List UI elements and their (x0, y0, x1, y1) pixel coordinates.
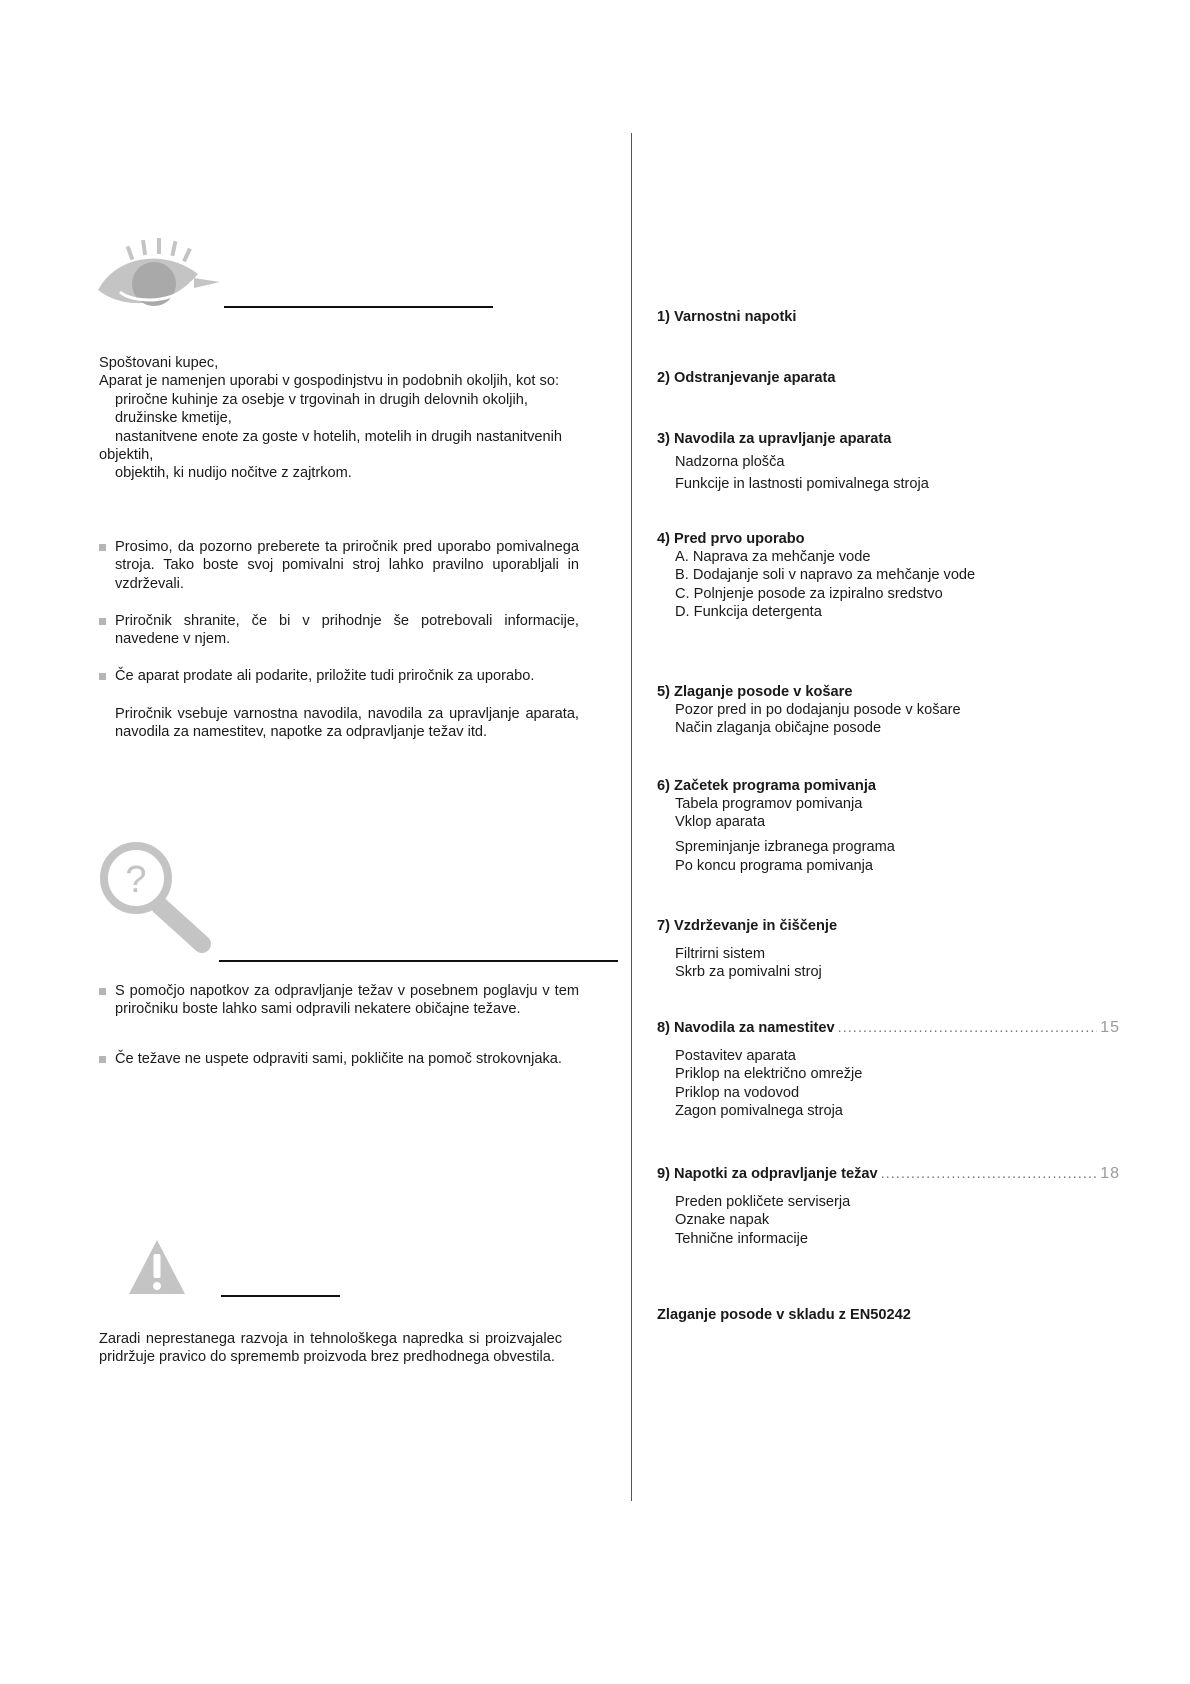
toc-section-7[interactable]: 7) Vzdrževanje in čiščenje (657, 918, 838, 934)
toc-subitem[interactable]: Priklop na električno omrežje (675, 1066, 863, 1082)
intro-contents-note: Priročnik vsebuje varnostna navodila, navodila za upravljanje aparata, navodila za namestitev, napotke za odpravljanje težav itd. (115, 706, 579, 741)
bullet-square-icon (99, 544, 106, 551)
toc-subitem[interactable]: Spreminjanje izbranega programa (675, 839, 895, 855)
svg-text:?: ? (125, 859, 147, 901)
toc-subitem[interactable]: Vklop aparata (675, 814, 766, 830)
bullet-square-icon (99, 673, 106, 680)
intro-bullet: Če aparat prodate ali podarite, priložite tudi priročnik za uporabo. (99, 667, 579, 685)
help-section-rule (219, 960, 618, 962)
toc-page-number: 18 (1100, 1165, 1120, 1182)
toc-subitem[interactable]: Pozor pred in po dodajanju posode v košare (675, 702, 961, 718)
toc-subitem[interactable]: Tabela programov pomivanja (675, 796, 863, 812)
toc-subitem[interactable]: Po koncu programa pomivanja (675, 858, 873, 874)
toc-leader-dots (881, 1165, 1098, 1183)
toc-section-4[interactable]: 4) Pred prvo uporabo (657, 531, 805, 547)
toc-section-en50242[interactable]: Zlaganje posode v skladu z EN50242 (657, 1307, 911, 1323)
toc-subitem[interactable]: Tehnične informacije (675, 1231, 809, 1247)
intro-usage: Aparat je namenjen uporabi v gospodinjstvu in podobnih okoljih, kot so: (99, 373, 560, 390)
bullet-square-icon (99, 618, 106, 625)
eye-icon (94, 232, 224, 319)
intro-bullet: Priročnik shranite, če bi v prihodnje še potrebovali informacije, navedene v njem. (99, 612, 579, 649)
eye-section-rule (224, 306, 493, 308)
toc-section-9[interactable] (657, 1165, 1120, 1183)
toc-subitem[interactable]: B. Dodajanje soli v napravo za mehčanje vode (675, 567, 976, 583)
toc-page-number: 15 (1100, 1019, 1120, 1036)
intro-block (99, 354, 562, 483)
toc-subitem[interactable]: Funkcije in lastnosti pomivalnega stroja (675, 476, 929, 492)
toc-subitem[interactable]: Filtrirni sistem (675, 946, 765, 962)
bullet-square-icon (99, 988, 106, 995)
help-bullet: Če težave ne uspete odpraviti sami, pokličite na pomoč strokovnjaka. (99, 1050, 579, 1068)
toc-subitem[interactable]: Nadzorna plošča (675, 454, 785, 470)
toc-subitem[interactable]: Način zlaganja običajne posode (675, 720, 882, 736)
toc-subitem[interactable]: C. Polnjenje posode za izpiralno sredstvo (675, 586, 943, 602)
toc-section-1[interactable]: 1) Varnostni napotki (657, 309, 797, 325)
toc-subitem[interactable]: Postavitev aparata (675, 1048, 796, 1064)
toc-subitem[interactable]: Skrb za pomivalni stroj (675, 964, 822, 980)
toc-section-title: 8) Navodila za namestitev (657, 1020, 835, 1036)
intro-usage-item: nastanitvene enote za goste v hotelih, motelih in drugih nastanitvenih objektih, (99, 428, 562, 464)
column-divider (631, 133, 632, 1501)
toc-section-6[interactable]: 6) Začetek programa pomivanja (657, 778, 876, 794)
intro-usage-item: priročne kuhinje za osebje v trgovinah in drugih delovnih okoljih, (115, 391, 528, 408)
toc-section-2[interactable]: 2) Odstranjevanje aparata (657, 370, 836, 386)
toc-subitem[interactable]: D. Funkcija detergenta (675, 604, 822, 620)
toc-subitem[interactable]: Priklop na vodovod (675, 1085, 800, 1101)
help-bullet: S pomočjo napotkov za odpravljanje težav v posebnem poglavju v tem priročniku boste lahko sami odpravili nekatere običajne težave. (99, 982, 579, 1019)
toc-section-3[interactable]: 3) Navodila za upravljanje aparata (657, 431, 892, 447)
toc-leader-dots (838, 1019, 1098, 1037)
toc-section-5[interactable]: 5) Zlaganje posode v košare (657, 684, 853, 700)
intro-bullet: Prosimo, da pozorno preberete ta priročnik pred uporabo pomivalnega stroja. Tako boste svoj pomivalni stroj lahko pravilno uporabljali in vzdrževali. (99, 538, 579, 593)
bullet-square-icon (99, 1056, 106, 1063)
warning-text: Zaradi neprestanega razvoja in tehnološkega napredka si proizvajalec pridržuje pravico do sprememb proizvoda brez predhodnega obvestila. (99, 1331, 562, 1366)
magnifier-question-icon (98, 840, 214, 965)
toc-section-8[interactable] (657, 1019, 1120, 1037)
toc-subitem[interactable]: Oznake napak (675, 1212, 770, 1228)
toc-subitem[interactable]: Preden pokličete serviserja (675, 1194, 851, 1210)
toc-subitem[interactable]: A. Naprava za mehčanje vode (675, 549, 871, 565)
toc-subitem[interactable]: Zagon pomivalnega stroja (675, 1103, 843, 1119)
toc-section-title: 9) Napotki za odpravljanje težav (657, 1166, 878, 1182)
intro-usage-item: objektih, ki nudijo nočitve z zajtrkom. (115, 465, 352, 482)
warning-section-rule (221, 1295, 340, 1297)
intro-usage-item: družinske kmetije, (115, 410, 232, 427)
greeting: Spoštovani kupec, (99, 355, 219, 371)
warning-triangle-icon (127, 1238, 187, 1301)
